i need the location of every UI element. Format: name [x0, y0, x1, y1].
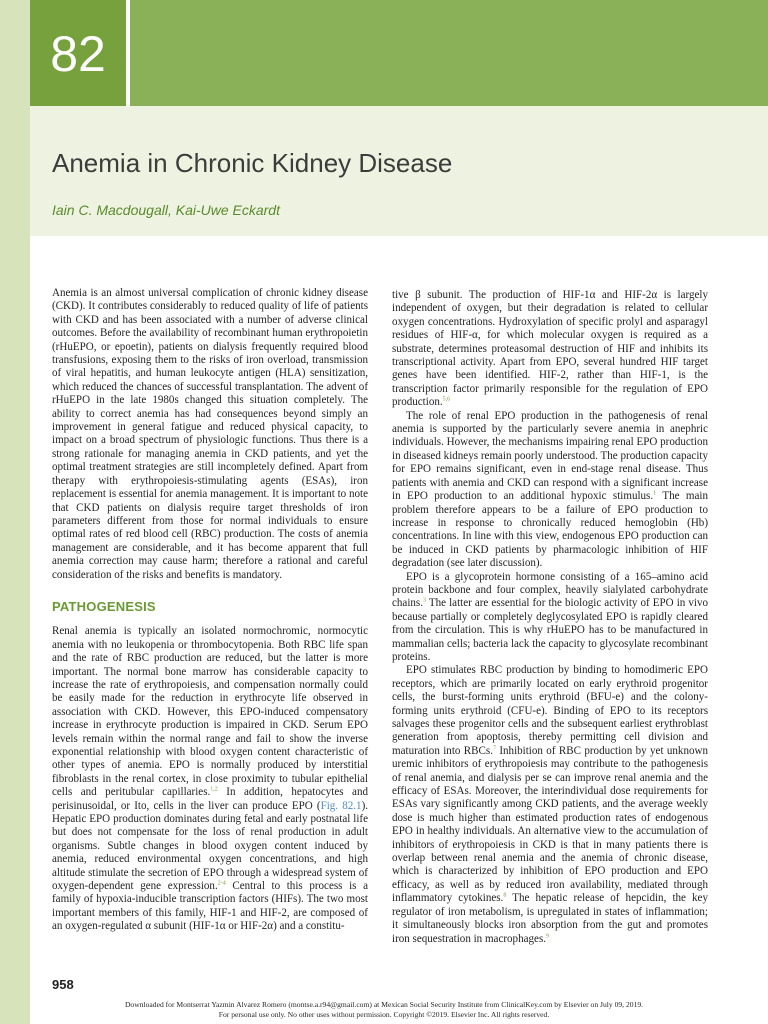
- text-segment: The hepatic release of hepcidin, the key regulator of iron metabolism, is upregulated in states of inflammation; it simultaneously blocks iron absorption from the gut and promotes iron sequestration in macrophages.: [392, 892, 708, 945]
- text-segment: Inhibition of RBC production by yet unknown uremic inhibitors of erythropoiesis may contribute to the pathogenesis of renal anemia, and dialysis per se can improve renal anemia and the efficacy of ESAs. Moreover, the interindividual dose requirements for ESAs vary significantly among CKD patients, and the average weekly dose is much higher than estimated production rates of endogenous EPO in healthy individuals. An alternative view to the accumulation of inhibitors of erythropoiesis in CKD is that in many patients there is overlap between renal anemia and the anemia of chronic disease, which is characterized by inhibition of EPO production and EPO efficacy, as well as by reduced iron availability, mediated through inflammatory cytokines.: [392, 744, 709, 905]
- left-decorative-bar: [0, 0, 30, 1024]
- body-paragraph: [392, 571, 708, 665]
- download-footer: [52, 1000, 716, 1020]
- right-column: [392, 289, 708, 946]
- left-column: [52, 287, 368, 934]
- body-paragraph: [392, 410, 708, 571]
- chapter-title: Anemia in Chronic Kidney Disease: [52, 148, 453, 178]
- section-heading-pathogenesis: PATHOGENESIS: [52, 598, 156, 614]
- text-segment: tive β subunit. The production of HIF-1α and HIF-2α is largely independent of oxygen, but their degradation is related to cellular oxygen concentrations. Hydroxylation of specific prolyl and asparagyl residues of HIF-α, for which molecular oxygen is required as a substrate, determines proteasomal destruction of HIF and inhibits its transcriptional activity. Apart from EPO, several hundred HIF target genes have been identified. HIF-2, rather than HIF-1, is the transcription factor primarily responsible for the regulation of EPO production.: [392, 289, 708, 409]
- header-band: [130, 0, 768, 106]
- text-segment: EPO is a glycoprotein hormone consisting of a 165–amino acid protein backbone and four complex, heavily sialylated carbohydrate chains.: [392, 570, 708, 610]
- citation-ref[interactable]: 2-4: [217, 880, 226, 887]
- citation-ref[interactable]: 8: [503, 892, 507, 899]
- text-segment: EPO stimulates RBC production by binding to homodimeric EPO receptors, which are primarily located on early erythroid progenitor cells, the burst-forming units erythroid (BFU-e) and the colony-forming units erythroid (CFU-e). Binding of EPO to its receptors salvages these progenitor cells and the subsequent earliest erythroblast generation from apoptosis, thereby permitting cell division and maturation into RBCs.: [392, 664, 708, 757]
- body-paragraph: [392, 664, 708, 946]
- citation-ref[interactable]: 7: [492, 745, 496, 752]
- text-segment: In addition, hepatocytes and perisinusoidal, or Ito, cells in the liver can produce EPO (: [52, 786, 368, 812]
- section-spacer: [52, 582, 368, 600]
- text-segment: The latter are essential for the biologic activity of EPO in vivo because partially or completely deglycosylated EPO is rapidly cleared from the circulation. This is why rHuEPO has to be manufactured in mammalian cells; bacteria lack the capacity to glycosylate recombinant proteins.: [392, 597, 708, 663]
- text-segment: ). Hepatic EPO production dominates during fetal and early postnatal life but does not compensate for the loss of renal production in adult organisms. Subtle changes in blood oxygen content induced by anemia, reduced environmental oxygen concentrations, and high altitude stimulate the secretion of EPO through a widespread system of oxygen-dependent gene expression.: [52, 799, 369, 893]
- footer-line: For personal use only. No other uses without permission. Copyright ©2019. Elsevier Inc. All rights reserved.: [218, 1010, 550, 1019]
- citation-ref[interactable]: 5,6: [442, 396, 451, 403]
- text-segment: The main problem therefore appears to be a failure of EPO production to increase in response to chronically reduced hemoglobin (Hb) concentrations. In line with this view, endogenous EPO production can be induced in CKD patients by pharmacologic inhibition of HIF degradation (see later discussion).: [392, 490, 708, 570]
- citation-ref[interactable]: 1: [653, 490, 657, 497]
- text-segment: Central to this process is a family of hypoxia-inducible transcription factors (HIFs). The two most important members of this family, HIF-1 and HIF-2, are composed of an oxygen-regulated α subunit (HIF-1α or HIF-2α) and a constitu-: [52, 880, 369, 933]
- intro-paragraph: Anemia is an almost universal complication of chronic kidney disease (CKD). It contributes considerably to reduced quality of life of patients with CKD and has been associated with a number of adverse clinical outcomes. Before the availability of recombinant human erythropoietin (rHuEPO, or epoetin), patients on dialysis frequently required blood transfusions, exposing them to the risks of iron overload, transmission of viral hepatitis, and human leukocyte antigen (HLA) sensitization, which reduced the chances of successful transplantation. The advent of rHuEPO in the late 1980s changed this situation completely. The ability to correct anemia has had consequences beyond simply an improvement in general fatigue and reduced physical capacity, to impact on a broad spectrum of physiologic functions. Thus there is a strong rationale for managing anemia in CKD patients, and yet the optimal treatment strategies are still incompletely defined. Apart from therapy with erythropoiesis-stimulating agents (ESAs), iron replacement is essential for anemia management. It is important to note that CKD patients on dialysis require target thresholds of iron parameters different from those for normal individuals to ensure optimal rates of red blood cell (RBC) production. The costs of anemia management are considerable, and it has become apparent that full anemia correction may cause harm; therefore a rational and careful consideration of the risks and benefits is mandatory.: [52, 287, 368, 581]
- citation-ref[interactable]: 1,2: [210, 786, 218, 793]
- chapter-number: 82: [50, 26, 106, 82]
- text-segment: The role of renal EPO production in the pathogenesis of renal anemia is supported by the particularly severe anemia in anephric individuals. However, the mechanisms impairing renal EPO production in diseased kidneys remain poorly understood. The production capacity for EPO remains significant, even in end-stage renal disease. Thus patients with anemia and CKD can respond with a significant increase in EPO production to an additional hypoxic stimulus.: [392, 409, 708, 503]
- body-paragraph: [392, 289, 708, 410]
- chapter-number-box: [30, 0, 126, 106]
- pathogenesis-paragraph: [52, 625, 368, 933]
- page-number: 958: [52, 977, 74, 992]
- citation-ref[interactable]: 9: [546, 932, 549, 939]
- text-segment: Renal anemia is typically an isolated normochromic, normocytic anemia with no leukopenia or thrombocytopenia. Both RBC life span and the rate of RBC production are reduced, but the latter is more important. The normal bone marrow has considerable capacity to increase the rate of erythropoiesis, and compensation normally could be easily made for the reduction in erythrocyte life observed in association with CKD. However, this EPO-induced compensatory increase in erythrocyte production is impaired in CKD. Serum EPO levels remain within the normal range and fail to show the inverse exponential relationship with blood oxygen content characteristic of other types of anemia. EPO is normally produced by interstitial fibroblasts in the renal cortex, in close proximity to tubular epithelial cells and peritubular capillaries.: [52, 625, 368, 799]
- citation-ref[interactable]: 3: [422, 597, 426, 604]
- chapter-authors: Iain C. Macdougall, Kai-Uwe Eckardt: [52, 202, 280, 218]
- footer-line: Downloaded for Montserrat Yazmin Alvarez Romero (montse.a.r94@gmail.com) at Mexican Social Security Institute from ClinicalKey.com by Elsevier on July 09, 2019.: [124, 1000, 644, 1009]
- figure-link[interactable]: Fig. 82.1: [320, 799, 362, 812]
